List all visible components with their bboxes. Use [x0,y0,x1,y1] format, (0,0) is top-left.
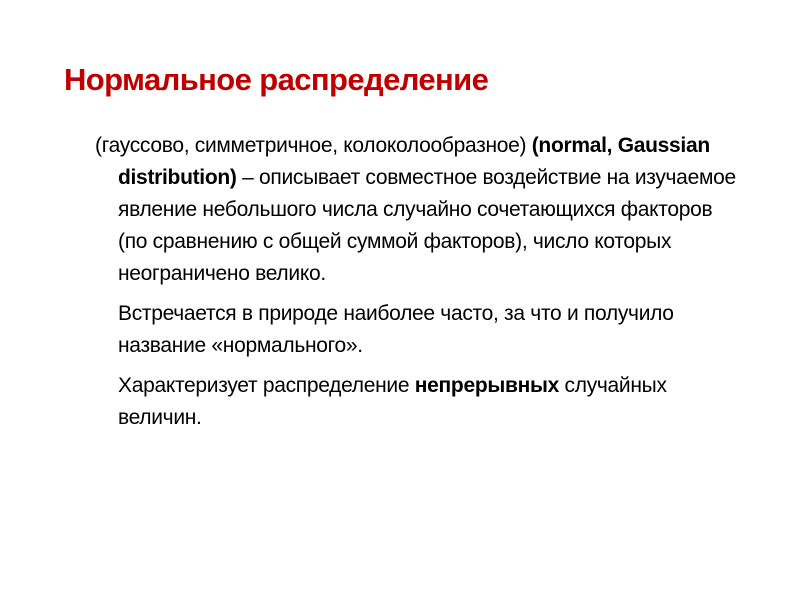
paragraph-text: (гауссово, симметричное, колоколообразное) [95,134,532,157]
slide-title: Нормальное распределение [64,62,489,97]
paragraph-text: Встречается в природе наиболее часто, за что и получило название «нормального». [118,302,674,357]
slide-body [95,130,745,442]
paragraph-text: – описывает совместное воздействие на изучаемое явление небольшого числа случайно сочетающихся факторов (по сравнению с общей суммой факторов), число которых неограничено велико. [118,166,736,285]
paragraph-characteristic [95,370,745,434]
paragraph-bold-term: непрерывных [414,374,560,397]
paragraph-occurrence [95,298,745,362]
paragraph-definition [95,130,745,290]
paragraph-text: случайных величин. [118,374,667,429]
paragraph-text: Характеризует распределение [118,374,415,397]
paragraph-bold-term: (normal, Gaussian distribution) [118,134,710,189]
